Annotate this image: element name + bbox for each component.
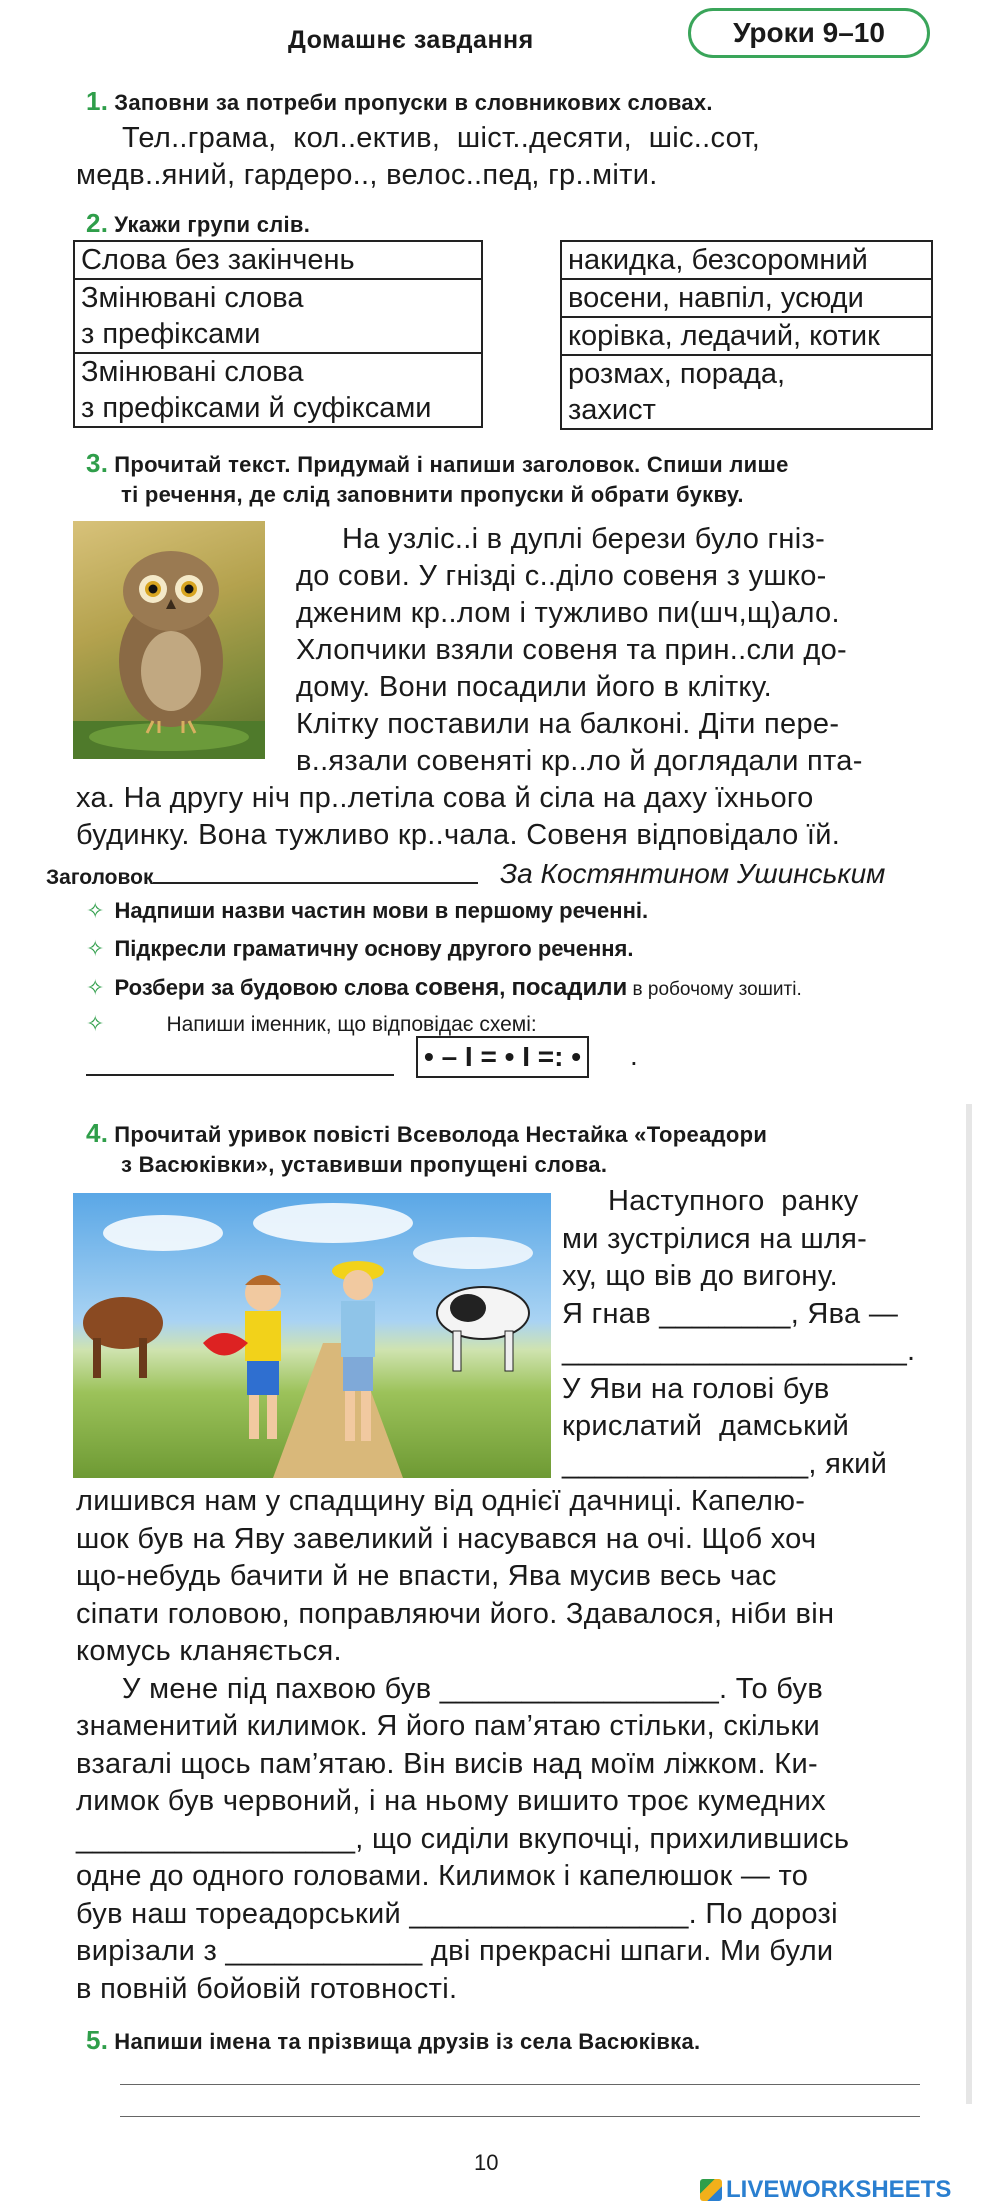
gap-line-wood[interactable]: вирізали з ____________ дві прекрасні шпаги. Ми були	[76, 1935, 834, 1967]
star-icon: ✧	[86, 936, 105, 961]
task3-text-line: Клітку поставили на балконі. Діти пере-	[296, 708, 840, 740]
task1-instruction-text: Заповни за потреби пропуски в словникових словах.	[114, 90, 713, 115]
group-prefix-suffix[interactable]	[74, 353, 482, 427]
title-label-text: Заголовок	[46, 866, 154, 889]
task5-instruction	[86, 2025, 700, 2056]
groups-table-left	[73, 240, 483, 428]
task3-instruction	[86, 448, 789, 510]
star-icon: ✧	[86, 898, 105, 923]
bullet-1-text: Надпиши назви частин мови в першому реченні.	[114, 898, 649, 923]
task4-text-line: У Яви на голові був	[562, 1372, 830, 1405]
task4-text-line: Наступного ранку	[608, 1185, 859, 1217]
task1-words	[76, 120, 956, 194]
task3-instr-l1: Прочитай текст. Придумай і напиши заголовок. Спиши лише	[114, 452, 789, 477]
bullet-1	[86, 898, 648, 924]
task5-number: 5.	[86, 2025, 109, 2055]
task4-text-line: взагалі щось пам’ятаю. Він висів над моїм ліжком. Ки-	[76, 1747, 818, 1780]
groups-table-right	[560, 240, 933, 430]
task3-text-line: На узліс..і в дуплі берези було гніз-	[342, 523, 826, 555]
group-prefix[interactable]	[74, 279, 482, 353]
task4-text-line: ми зустрілися на шля-	[562, 1222, 868, 1255]
bullet-4-text: Напиши іменник, що відповідає схемі:	[166, 1013, 537, 1036]
task2-number: 2.	[86, 208, 109, 238]
noun-answer-line[interactable]	[86, 1054, 394, 1076]
words-row-3[interactable]: корівка, ледачий, котик	[561, 317, 932, 355]
task4-instr-l2: з Васюківки», уставивши пропущені слова.	[121, 1152, 608, 1177]
task1-line2: медв..яний, гардеро.., велос..пед, гр..міти.	[76, 159, 658, 191]
task4-text-line: ху, що вів до вигону.	[562, 1260, 838, 1292]
bullet-4	[86, 1011, 537, 1037]
word-posadyly: посадили	[511, 974, 628, 1001]
group-no-ending[interactable]: Слова без закінчень	[74, 241, 482, 279]
worksheet-title: Домашнє завдання	[288, 26, 534, 54]
task4-text-line: комусь кланяється.	[76, 1635, 342, 1667]
answer-line-2[interactable]	[120, 2116, 920, 2117]
bullet-3-tail: в робочому зошиті.	[627, 979, 802, 1000]
boys-illustration	[73, 1193, 551, 1478]
gap-line-carpet[interactable]: У мене під пахвою був _________________. То був	[122, 1672, 824, 1705]
gap-line-cattle[interactable]: Я гнав ________, Ява —	[562, 1297, 899, 1330]
brand-text: LIVEWORKSHEETS	[726, 2176, 952, 2203]
task1-line1: Тел..грама, кол..ектив, шіст..десяти, шіс..сот,	[122, 122, 761, 154]
task4-text-line: лишився нам у спадщину від однієї дачниці. Капелю-	[76, 1485, 806, 1517]
task3-text-line: ха. На другу ніч пр..летіла сова й сіла на даху їхнього	[76, 782, 814, 814]
words-row-4-l1: розмах, порада,	[568, 358, 786, 390]
bullet-2	[86, 936, 634, 962]
gap-line-hat[interactable]: _______________, який	[562, 1447, 888, 1480]
page-edge	[966, 1104, 972, 2104]
task4-text-line: в повній бойовій готовності.	[76, 1972, 458, 2005]
task3-text-line: в..язали совеняті кр..ло й доглядали пта-	[296, 745, 863, 777]
task4-text-line: знаменитий килимок. Я його пам’ятаю стільки, скільки	[76, 1710, 820, 1742]
scheme-period: .	[630, 1040, 638, 1071]
group-prefix-l2: з префіксами	[81, 318, 261, 350]
brand-logo	[700, 2178, 951, 2202]
task3-text-full	[76, 780, 936, 854]
gap-line-yava[interactable]: _____________________.	[562, 1335, 916, 1367]
gap-line-equipment[interactable]: був наш тореадорський _________________. По дорозі	[76, 1897, 838, 1930]
task3-number: 3.	[86, 448, 109, 478]
task3-text-line: дому. Вони посадили його в клітку.	[296, 671, 772, 703]
star-icon: ✧	[86, 1011, 105, 1036]
task3-text-line: Хлопчики взяли совеня та прин..сли до-	[296, 634, 847, 666]
task3-text-line: дженим кр..лом і тужливо пи(шч,щ)ало.	[296, 597, 840, 629]
word-scheme: • – I = • I =: •	[416, 1036, 589, 1078]
task4-text-line: сіпати головою, поправляючи його. Здавалося, ніби він	[76, 1597, 835, 1630]
words-row-2[interactable]: восени, навпіл, усюди	[561, 279, 932, 317]
task4-text-full	[76, 1483, 938, 2008]
owl-illustration	[73, 521, 265, 759]
bullet-3	[86, 974, 802, 1002]
bullet-3-comma: ,	[499, 975, 512, 1000]
task4-text-line: шок був на Яву завеликий і насувався на очі. Щоб хоч	[76, 1522, 817, 1555]
task4-text-line: лимок був червоний, і на ньому вишито троє кумедних	[76, 1785, 826, 1817]
gap-line-animals[interactable]: _________________, що сиділи вкупочці, прихилившись	[76, 1822, 850, 1855]
words-row-4-l2: захист	[568, 394, 656, 426]
boys-cows-scene	[73, 1193, 551, 1478]
task2-instruction-text: Укажи групи слів.	[114, 212, 311, 237]
bullet-2-text: Підкресли граматичну основу другого речення.	[114, 936, 634, 961]
author-credit: За Костянтином Ушинським	[500, 858, 886, 889]
task4-instruction	[86, 1118, 767, 1180]
title-input-line[interactable]	[153, 882, 478, 884]
task4-text-line: одне до одного головами. Килимок і капелюшок — то	[76, 1860, 809, 1892]
words-row-1[interactable]: накидка, безсоромний	[561, 241, 932, 279]
task5-instruction-text: Напиши імена та прізвища друзів із села Васюківка.	[114, 2029, 701, 2054]
lessons-badge: Уроки 9–10	[688, 8, 930, 58]
task4-text-line: крислатий дамський	[562, 1410, 850, 1442]
liveworksheets-icon	[700, 2179, 722, 2201]
task3-instr-l2: ті речення, де слід заповнити пропуски й обрати букву.	[121, 482, 744, 507]
group-prefix-l1: Змінювані слова	[81, 282, 304, 314]
word-sovenia: совеня	[414, 974, 500, 1001]
group-ps-l2: з префіксами й суфіксами	[81, 392, 432, 424]
task3-text-right	[296, 521, 936, 780]
answer-line-1[interactable]	[120, 2084, 920, 2085]
task4-number: 4.	[86, 1118, 109, 1148]
star-icon: ✧	[86, 975, 105, 1000]
task4-instr-l1: Прочитай уривок повісті Всеволода Нестайка «Тореадори	[114, 1122, 768, 1147]
owl-image	[73, 521, 265, 759]
task2-instruction	[86, 208, 310, 239]
task4-text-line: що-небудь бачити й не впасти, Ява мусив весь час	[76, 1560, 777, 1592]
title-label	[46, 866, 478, 890]
group-ps-l1: Змінювані слова	[81, 356, 304, 388]
page-number: 10	[474, 2150, 499, 2175]
task3-text-line: до сови. У гнізді с..діло совеня з ушко-	[296, 560, 827, 592]
task1-number: 1.	[86, 86, 109, 116]
task1-instruction	[86, 86, 713, 117]
words-row-4[interactable]	[561, 355, 932, 429]
task3-text-line: будинку. Вона тужливо кр..чала. Совеня відповідало їй.	[76, 819, 841, 851]
bullet-3-text: Розбери за будовою слова	[114, 975, 415, 1000]
task4-text-right	[562, 1183, 936, 1483]
